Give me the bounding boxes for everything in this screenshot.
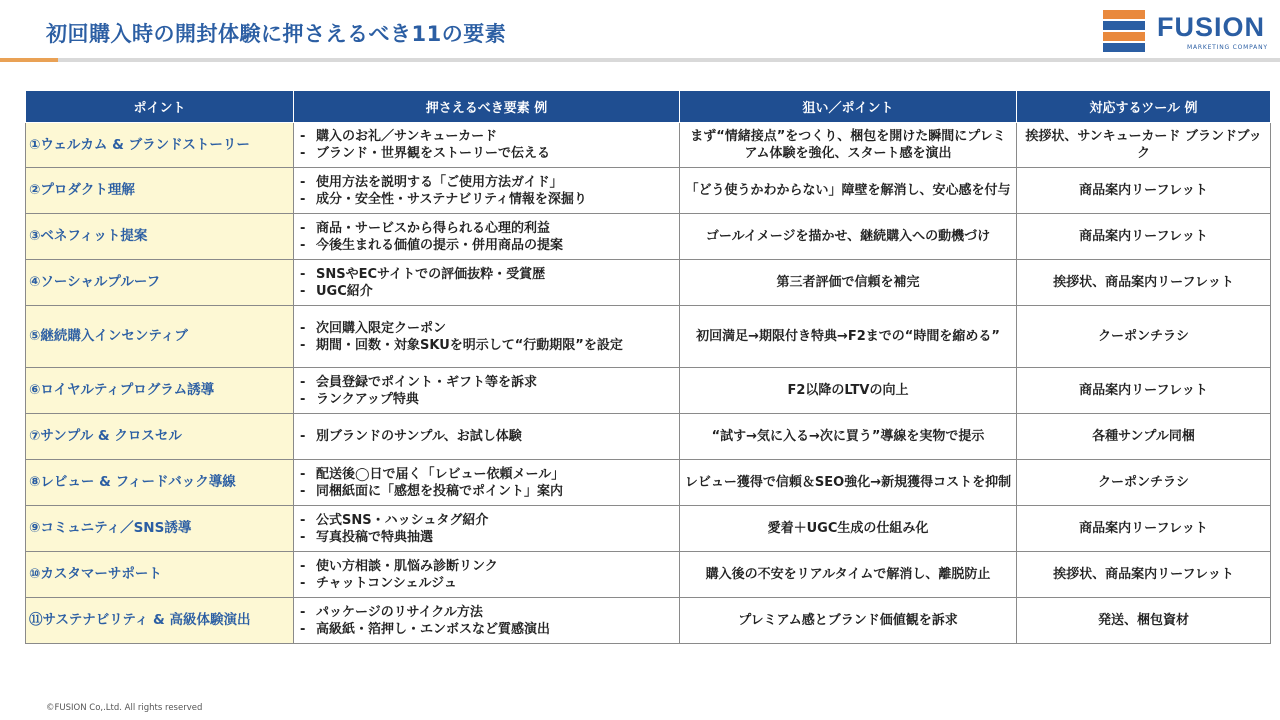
element-item: - 配送後◯日で届く「レビュー依頼メール」 bbox=[298, 466, 675, 483]
aim-cell: “試す→気に入る→次に買う”導線を実物で提示 bbox=[680, 414, 1017, 460]
elements-list bbox=[298, 266, 675, 300]
header-aim: 狙い／ポイント bbox=[680, 91, 1017, 123]
logo-mark-icon bbox=[1103, 10, 1145, 52]
point-cell: ⑦サンプル & クロスセル bbox=[26, 414, 294, 460]
element-item: - ブランド・世界観をストーリーで伝える bbox=[298, 145, 675, 162]
aim-cell: プレミアム感とブランド価値観を訴求 bbox=[680, 598, 1017, 644]
logo-name: FUSION bbox=[1157, 12, 1266, 42]
elements-cell bbox=[294, 123, 680, 168]
table-row bbox=[26, 168, 1271, 214]
element-item: - 商品・サービスから得られる心理的利益 bbox=[298, 220, 675, 237]
table-row bbox=[26, 460, 1271, 506]
aim-cell: まず“情緒接点”をつくり、梱包を開けた瞬間にプレミアム体験を強化、スタート感を演出 bbox=[680, 123, 1017, 168]
element-item: - ランクアップ特典 bbox=[298, 391, 675, 408]
header-elements: 押さえるべき要素 例 bbox=[294, 91, 680, 123]
element-item: - 今後生まれる価値の提示・併用商品の提案 bbox=[298, 237, 675, 254]
tool-cell: 各種サンプル同梱 bbox=[1017, 414, 1271, 460]
point-cell: ⑩カスタマーサポート bbox=[26, 552, 294, 598]
element-item: - 高級紙・箔押し・エンボスなど質感演出 bbox=[298, 621, 675, 638]
table-row bbox=[26, 214, 1271, 260]
element-item: - SNSやECサイトでの評価抜粋・受賞歴 bbox=[298, 266, 675, 283]
aim-cell: ゴールイメージを描かせ、継続購入への動機づけ bbox=[680, 214, 1017, 260]
point-cell: ⑨コミュニティ／SNS誘導 bbox=[26, 506, 294, 552]
table-row bbox=[26, 598, 1271, 644]
table-body bbox=[26, 123, 1271, 644]
aim-cell: レビュー獲得で信頼＆SEO強化→新規獲得コストを抑制 bbox=[680, 460, 1017, 506]
element-item: - 成分・安全性・サステナビリティ情報を深掘り bbox=[298, 191, 675, 208]
tool-cell: 商品案内リーフレット bbox=[1017, 506, 1271, 552]
title-divider bbox=[0, 58, 1280, 62]
elements-list bbox=[298, 428, 675, 445]
elements-list bbox=[298, 374, 675, 408]
table-row bbox=[26, 506, 1271, 552]
elements-cell bbox=[294, 168, 680, 214]
elements-cell bbox=[294, 414, 680, 460]
point-cell: ⑥ロイヤルティプログラム誘導 bbox=[26, 368, 294, 414]
element-item: - UGC紹介 bbox=[298, 283, 675, 300]
tool-cell: 挨拶状、サンキューカード ブランドブック bbox=[1017, 123, 1271, 168]
header-tool: 対応するツール 例 bbox=[1017, 91, 1271, 123]
table-header-row bbox=[26, 91, 1271, 123]
tool-cell: 挨拶状、商品案内リーフレット bbox=[1017, 260, 1271, 306]
tool-cell: クーポンチラシ bbox=[1017, 460, 1271, 506]
aim-cell: 購入後の不安をリアルタイムで解消し、離脱防止 bbox=[680, 552, 1017, 598]
table-row bbox=[26, 123, 1271, 168]
page-title: 初回購入時の開封体験に押さえるべき11の要素 bbox=[46, 22, 507, 46]
element-item: - 使用方法を説明する「ご使用方法ガイド」 bbox=[298, 174, 675, 191]
element-item: - 購入のお礼／サンキューカード bbox=[298, 128, 675, 145]
point-cell: ③ベネフィット提案 bbox=[26, 214, 294, 260]
elements-list bbox=[298, 320, 675, 354]
aim-cell: F2以降のLTVの向上 bbox=[680, 368, 1017, 414]
elements-cell bbox=[294, 460, 680, 506]
elements-cell bbox=[294, 368, 680, 414]
elements-list bbox=[298, 466, 675, 500]
copyright: ©FUSION Co,.Ltd. All rights reserved bbox=[46, 703, 203, 713]
tool-cell: 商品案内リーフレット bbox=[1017, 368, 1271, 414]
element-item: - 同梱紙面に「感想を投稿でポイント」案内 bbox=[298, 483, 675, 500]
element-item: - 公式SNS・ハッシュタグ紹介 bbox=[298, 512, 675, 529]
elements-list bbox=[298, 558, 675, 592]
element-item: - チャットコンシェルジュ bbox=[298, 575, 675, 592]
header-point: ポイント bbox=[26, 91, 294, 123]
table-row bbox=[26, 552, 1271, 598]
element-item: - 使い方相談・肌悩み診断リンク bbox=[298, 558, 675, 575]
element-item: - 写真投稿で特典抽選 bbox=[298, 529, 675, 546]
tool-cell: 挨拶状、商品案内リーフレット bbox=[1017, 552, 1271, 598]
point-cell: ②プロダクト理解 bbox=[26, 168, 294, 214]
tool-cell: 発送、梱包資材 bbox=[1017, 598, 1271, 644]
point-cell: ⑤継続購入インセンティブ bbox=[26, 306, 294, 368]
tool-cell: 商品案内リーフレット bbox=[1017, 214, 1271, 260]
elements-cell bbox=[294, 214, 680, 260]
aim-cell: 初回満足→期限付き特典→F2までの“時間を縮める” bbox=[680, 306, 1017, 368]
point-cell: ①ウェルカム & ブランドストーリー bbox=[26, 123, 294, 168]
table-row bbox=[26, 306, 1271, 368]
fusion-logo bbox=[1103, 10, 1273, 56]
logo-subtitle: MARKETING COMPANY bbox=[1187, 44, 1268, 51]
element-item: - 会員登録でポイント・ギフト等を訴求 bbox=[298, 374, 675, 391]
element-item: - 別ブランドのサンプル、お試し体験 bbox=[298, 428, 675, 445]
elements-list bbox=[298, 128, 675, 162]
point-cell: ⑧レビュー & フィードバック導線 bbox=[26, 460, 294, 506]
elements-cell bbox=[294, 552, 680, 598]
table-row bbox=[26, 260, 1271, 306]
elements-cell bbox=[294, 260, 680, 306]
element-item: - 期間・回数・対象SKUを明示して“行動期限”を設定 bbox=[298, 337, 675, 354]
element-item: - パッケージのリサイクル方法 bbox=[298, 604, 675, 621]
elements-list bbox=[298, 512, 675, 546]
aim-cell: 愛着＋UGC生成の仕組み化 bbox=[680, 506, 1017, 552]
aim-cell: 「どう使うかわからない」障壁を解消し、安心感を付与 bbox=[680, 168, 1017, 214]
tool-cell: クーポンチラシ bbox=[1017, 306, 1271, 368]
elements-table bbox=[25, 90, 1271, 644]
table-row bbox=[26, 414, 1271, 460]
elements-cell bbox=[294, 598, 680, 644]
point-cell: ④ソーシャルプルーフ bbox=[26, 260, 294, 306]
aim-cell: 第三者評価で信頼を補完 bbox=[680, 260, 1017, 306]
table-row bbox=[26, 368, 1271, 414]
element-item: - 次回購入限定クーポン bbox=[298, 320, 675, 337]
elements-cell bbox=[294, 306, 680, 368]
title-divider-accent bbox=[0, 58, 58, 62]
elements-list bbox=[298, 220, 675, 254]
elements-cell bbox=[294, 506, 680, 552]
elements-list bbox=[298, 174, 675, 208]
tool-cell: 商品案内リーフレット bbox=[1017, 168, 1271, 214]
point-cell: ⑪サステナビリティ & 高級体験演出 bbox=[26, 598, 294, 644]
elements-list bbox=[298, 604, 675, 638]
